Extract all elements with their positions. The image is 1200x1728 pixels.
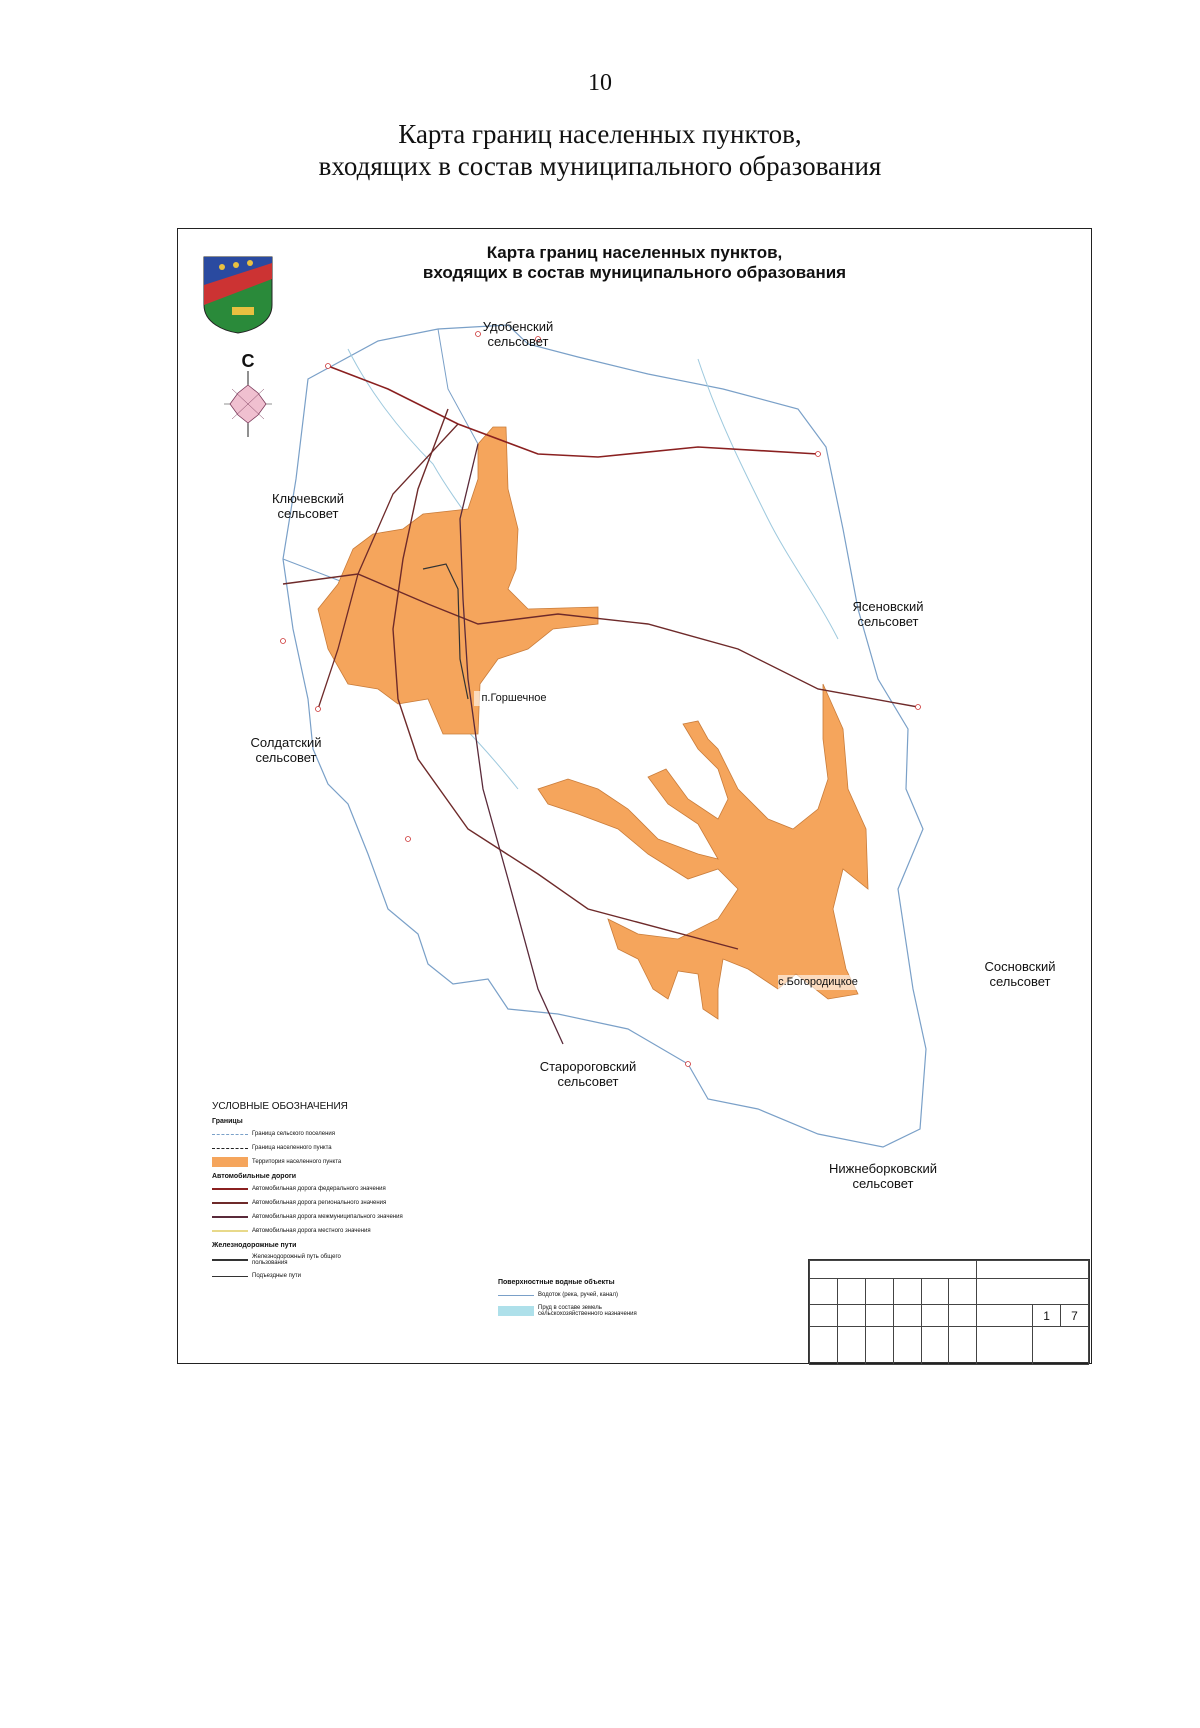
legend-line — [212, 1230, 248, 1232]
neighbor-label-soldatskiy — [236, 735, 336, 765]
title-block-row — [810, 1261, 1089, 1279]
title-block-cell — [837, 1327, 865, 1365]
legend-label: Подъездные пути — [252, 1273, 301, 1279]
compass-rose-icon — [218, 371, 278, 437]
title-block-cell — [810, 1305, 838, 1327]
title-block-cell — [949, 1279, 977, 1305]
legend-label-line2: пользования — [252, 1260, 288, 1266]
legend-title: УСЛОВНЫЕ ОБОЗНАЧЕНИЯ — [212, 1101, 348, 1112]
title-block-row — [810, 1327, 1089, 1365]
neighbor-label-klyuchevskiy — [258, 491, 358, 521]
legend-label — [538, 1305, 637, 1317]
neighbor-name: Ключевский — [271, 491, 345, 506]
neighbor-label-sosnovskiy — [970, 959, 1070, 989]
title-block-cell — [949, 1327, 977, 1365]
boundary-crossing-marker — [816, 452, 821, 457]
legend-item — [212, 1182, 692, 1196]
title-block-cell — [977, 1327, 1033, 1365]
neighbor-name: Старороговский — [539, 1059, 637, 1074]
legend-water — [498, 1279, 698, 1320]
title-block-cell — [977, 1279, 1089, 1305]
neighbor-label-yasenovskiy — [838, 599, 938, 629]
legend-group-water: Поверхностные водные объекты — [498, 1279, 615, 1286]
title-block-cell — [865, 1327, 893, 1365]
neighbor-name: Солдатский — [250, 735, 322, 750]
federal-road — [328, 366, 818, 457]
sheet-number: 1 — [1033, 1305, 1061, 1327]
neighbor-name: Удобенский — [482, 319, 554, 334]
legend-label — [252, 1254, 341, 1266]
neighbor-type: сельсовет — [857, 614, 919, 629]
page-title-line2: входящих в состав муниципального образования — [318, 151, 882, 181]
legend-item — [212, 1251, 692, 1269]
title-block-cell — [810, 1261, 977, 1279]
legend-label-line1: Железнодорожный путь общего — [252, 1254, 341, 1260]
legend-item — [212, 1155, 692, 1169]
legend-symbol — [212, 1183, 248, 1195]
legend-symbol — [212, 1211, 248, 1223]
legend-symbol — [212, 1128, 248, 1140]
boundary-crossing-marker — [326, 364, 331, 369]
neighbor-type: сельсовет — [852, 1176, 914, 1191]
legend-label: Граница населенного пункта — [252, 1145, 332, 1151]
title-block-cell — [810, 1279, 838, 1305]
boundary-crossing-marker — [406, 837, 411, 842]
settlement-territory — [538, 684, 868, 1019]
legend-item — [212, 1224, 692, 1238]
legend-fill — [498, 1306, 534, 1316]
legend-line — [212, 1188, 248, 1190]
page-number: 10 — [588, 70, 612, 96]
settlement-label-bogoroditskoe: с.Богородицкое — [778, 976, 858, 988]
neighbor-label-starorogovskiy — [528, 1059, 648, 1089]
title-block-cell — [893, 1327, 921, 1365]
legend-label: Автомобильная дорога местного значения — [252, 1228, 371, 1234]
neighbor-label-udobenskiy — [463, 319, 573, 349]
legend-label: Территория населенного пункта — [252, 1159, 342, 1165]
legend-line — [212, 1148, 248, 1149]
legend-symbol — [212, 1197, 248, 1209]
north-letter: С — [241, 351, 255, 371]
title-block-row — [810, 1305, 1089, 1327]
legend-label: Автомобильная дорога федерального значения — [252, 1186, 386, 1192]
title-block-cell — [865, 1279, 893, 1305]
neighbor-type: сельсовет — [989, 974, 1051, 989]
neighbor-type: сельсовет — [255, 750, 317, 765]
title-block-cell — [949, 1305, 977, 1327]
neighbor-name: Сосновский — [984, 959, 1056, 974]
title-block-cell — [837, 1279, 865, 1305]
neighbor-type: сельсовет — [277, 506, 339, 521]
legend-line — [212, 1216, 248, 1218]
legend-label-line1: Пруд в составе земель — [538, 1305, 602, 1311]
legend-label: Водоток (река, ручей, канал) — [538, 1292, 618, 1298]
legend-group-borders: Границы — [212, 1118, 243, 1125]
title-block — [808, 1259, 1090, 1363]
legend-symbol — [212, 1142, 248, 1154]
boundary-crossing-marker — [281, 639, 286, 644]
title-block-cell — [837, 1305, 865, 1327]
legend-symbol — [212, 1270, 248, 1282]
coat-of-arms-icon — [202, 255, 274, 335]
coat-of-arms-figure — [232, 307, 254, 315]
legend — [212, 1101, 692, 1283]
legend-symbol — [212, 1254, 248, 1266]
legend-label: Автомобильная дорога межмуниципального значения — [252, 1214, 403, 1220]
title-block-cell — [810, 1327, 838, 1365]
neighbor-type: сельсовет — [487, 334, 549, 349]
coat-of-arms-figure — [247, 260, 253, 266]
title-block-cell — [893, 1305, 921, 1327]
settlement-label-gorshechnoe: п.Горшечное — [474, 691, 554, 706]
title-block-cell — [865, 1305, 893, 1327]
map-frame — [177, 228, 1092, 1364]
legend-item — [212, 1210, 692, 1224]
legend-label: Автомобильная дорога регионального значения — [252, 1200, 387, 1206]
legend-item — [212, 1127, 692, 1141]
settlement-territory — [318, 427, 598, 734]
legend-item — [212, 1141, 692, 1155]
title-block-cell — [921, 1327, 949, 1365]
coat-of-arms-figure — [219, 264, 225, 270]
legend-group-roads: Автомобильные дороги — [212, 1173, 297, 1180]
legend-line — [212, 1259, 248, 1261]
legend-symbol — [212, 1156, 248, 1168]
legend-label: Граница сельского поселения — [252, 1131, 336, 1137]
legend-item — [212, 1196, 692, 1210]
map-title — [178, 243, 1091, 283]
boundary-crossing-marker — [686, 1062, 691, 1067]
legend-group-rail: Железнодорожные пути — [212, 1242, 297, 1249]
legend-fill — [212, 1157, 248, 1167]
title-block-cell — [977, 1305, 1033, 1327]
north-arrow — [218, 351, 278, 437]
title-block-cell — [1033, 1327, 1089, 1365]
legend-label-line2: сельскохозяйственного назначения — [538, 1311, 637, 1317]
legend-symbol — [212, 1225, 248, 1237]
boundary-crossing-marker — [316, 707, 321, 712]
coat-of-arms-figure — [233, 262, 239, 268]
title-block-cell — [977, 1261, 1089, 1279]
boundary-crossing-marker — [916, 705, 921, 710]
neighbor-type: сельсовет — [557, 1074, 619, 1089]
legend-line — [212, 1134, 248, 1135]
neighbor-name: Ясеновский — [852, 599, 924, 614]
legend-item — [498, 1288, 698, 1302]
legend-line — [212, 1276, 248, 1277]
neighbor-label-nizhneborkovskiy — [818, 1161, 948, 1191]
title-block-cell — [921, 1279, 949, 1305]
legend-item — [498, 1302, 698, 1320]
title-block-cell — [921, 1305, 949, 1327]
page-title-line1: Карта границ населенных пунктов, — [398, 119, 802, 149]
neighbor-name: Нижнеборковский — [828, 1161, 938, 1176]
title-block-row — [810, 1279, 1089, 1305]
map-title-line2: входящих в состав муниципального образования — [422, 263, 847, 282]
title-block-cell — [893, 1279, 921, 1305]
sheet-count: 7 — [1061, 1305, 1089, 1327]
page-title — [0, 118, 1200, 182]
legend-line — [498, 1295, 534, 1296]
legend-line — [212, 1202, 248, 1204]
map-title-line1: Карта границ населенных пунктов, — [486, 243, 783, 262]
title-block-table — [809, 1260, 1089, 1365]
